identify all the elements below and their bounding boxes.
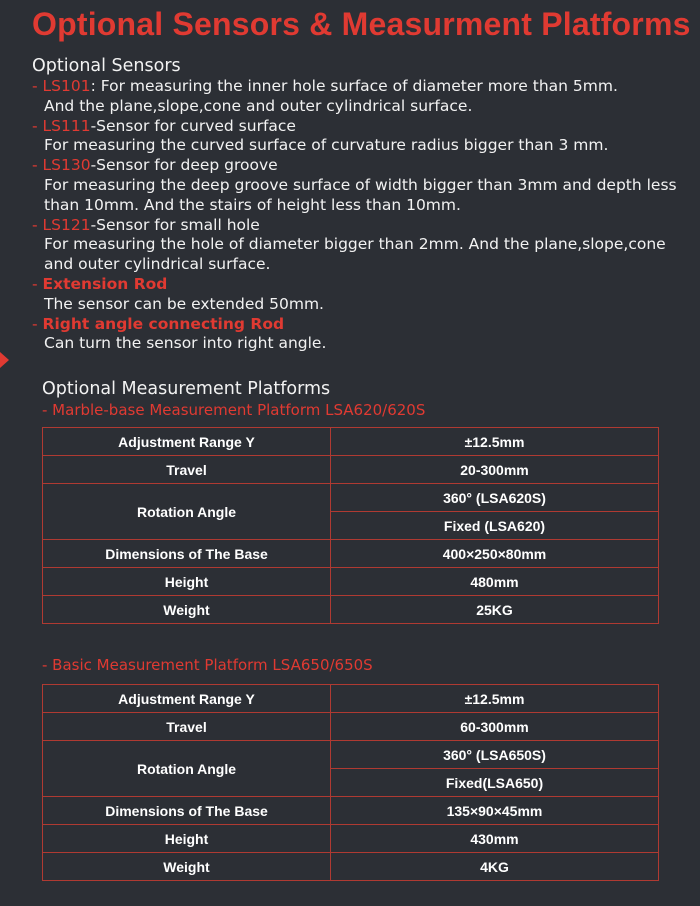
spec-value: 360° (LSA650S) [331, 741, 659, 769]
sensor-title: -Sensor for small hole [90, 215, 260, 234]
spec-label: Rotation Angle [43, 741, 331, 797]
spec-label: Height [43, 568, 331, 596]
sensor-code: Right angle connecting Rod [42, 314, 285, 333]
spec-label: Dimensions of The Base [43, 540, 331, 568]
table-row [43, 853, 659, 881]
spec-value: Fixed (LSA620) [331, 512, 659, 540]
spec-table-lsa620 [42, 427, 659, 624]
sensor-list [32, 77, 692, 354]
sensor-item-ls111: - LS111-Sensor for curved surface For measuring the curved surface of curvature radius bigger than 3 mm. [32, 117, 692, 157]
sensor-title: -Sensor for deep groove [90, 156, 278, 175]
sensor-item-ls121: - LS121-Sensor for small hole For measuring the hole of diameter bigger than 2mm. And the plane,slope,cone and outer cylindrical surface. [32, 216, 692, 275]
spec-value: ±12.5mm [331, 685, 659, 713]
sensor-code: LS101 [42, 77, 91, 95]
sensor-description: The sensor can be extended 50mm. [44, 294, 324, 313]
section-marker-icon [0, 352, 9, 368]
sensor-description: For measuring the deep groove surface of width bigger than 3mm and depth less than 10mm. And the stairs of height less than 10mm. [44, 175, 677, 214]
spec-value: 20-300mm [331, 456, 659, 484]
spec-label: Dimensions of The Base [43, 797, 331, 825]
sensor-code: LS130 [42, 156, 91, 175]
spec-value: 60-300mm [331, 713, 659, 741]
sensor-description: Can turn the sensor into right angle. [44, 334, 327, 353]
sensor-item-extension-rod: - Extension Rod The sensor can be extended 50mm. [32, 275, 692, 315]
platform-title-lsa650: - Basic Measurement Platform LSA650/650S [42, 656, 373, 674]
sensor-item-right-angle-rod: - Right angle connecting Rod Can turn the sensor into right angle. [32, 315, 692, 355]
spec-value: 360° (LSA620S) [331, 484, 659, 512]
spec-value: 135×90×45mm [331, 797, 659, 825]
table-row [43, 456, 659, 484]
table-row [43, 825, 659, 853]
table-row [43, 713, 659, 741]
spec-label: Rotation Angle [43, 484, 331, 540]
spec-value: ±12.5mm [331, 428, 659, 456]
platforms-heading: Optional Measurement Platforms [42, 379, 331, 399]
table-row [43, 484, 659, 512]
spec-value: 430mm [331, 825, 659, 853]
spec-value: 480mm [331, 568, 659, 596]
table-row [43, 568, 659, 596]
spec-value: Fixed(LSA650) [331, 769, 659, 797]
spec-value: 4KG [331, 853, 659, 881]
sensor-title: : For measuring the inner hole surface of diameter more than 5mm. [90, 77, 618, 95]
page-title: Optional Sensors & Measurment Platforms [32, 6, 691, 42]
table-row [43, 596, 659, 624]
sensor-item-ls101: - LS101: For measuring the inner hole surface of diameter more than 5mm. And the plane,slope,cone and outer cylindrical surface. [32, 77, 692, 117]
table-row [43, 428, 659, 456]
sensor-title: -Sensor for curved surface [90, 116, 296, 135]
sensors-heading: Optional Sensors [32, 56, 181, 76]
spec-label: Adjustment Range Y [43, 428, 331, 456]
spec-label: Travel [43, 456, 331, 484]
spec-value: 400×250×80mm [331, 540, 659, 568]
spec-label: Weight [43, 596, 331, 624]
sensor-item-ls130: - LS130-Sensor for deep groove For measuring the deep groove surface of width bigger than 3mm and depth less than 10mm. And the stairs of height less than 10mm. [32, 156, 692, 215]
sensor-code: LS111 [42, 116, 91, 135]
spec-label: Adjustment Range Y [43, 685, 331, 713]
platform-title-lsa620: - Marble-base Measurement Platform LSA620/620S [42, 401, 426, 419]
spec-table-lsa650 [42, 684, 659, 881]
sensor-code: LS121 [42, 215, 91, 234]
spec-value: 25KG [331, 596, 659, 624]
table-row [43, 540, 659, 568]
table-row [43, 741, 659, 769]
table-row [43, 797, 659, 825]
table-row [43, 685, 659, 713]
sensor-description: For measuring the hole of diameter bigger than 2mm. And the plane,slope,cone and outer cylindrical surface. [44, 235, 666, 274]
spec-label: Travel [43, 713, 331, 741]
spec-label: Height [43, 825, 331, 853]
sensor-description: For measuring the curved surface of curvature radius bigger than 3 mm. [44, 136, 609, 155]
sensor-description: And the plane,slope,cone and outer cylindrical surface. [44, 96, 473, 115]
sensor-code: Extension Rod [42, 274, 168, 293]
spec-label: Weight [43, 853, 331, 881]
